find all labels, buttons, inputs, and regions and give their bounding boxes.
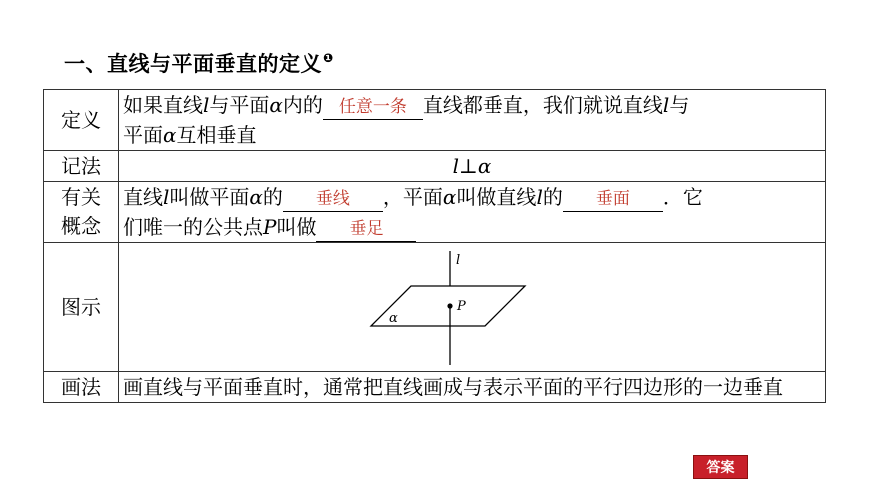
- label-l: l: [456, 253, 461, 268]
- drawing-text: 画直线与平面垂直时，通常把直线画成与表示平面的平行四边形的一边垂直: [119, 372, 826, 403]
- blank-perpendicular-line: 垂线: [283, 187, 383, 212]
- notation-formula: l⊥α: [119, 151, 826, 182]
- answer-button[interactable]: 答案: [693, 455, 748, 479]
- concepts-text: 直线l叫做平面α的 垂线 ，平面α叫做直线l的 垂面 ．它 们唯一的公共点P叫做 垂足: [119, 182, 826, 243]
- header-definition: 定义: [44, 90, 119, 151]
- row-figure: [44, 243, 826, 372]
- header-concepts: 有关 概念: [44, 182, 119, 243]
- blank-any-line: 任意一条: [323, 95, 423, 120]
- definition-text: 如果直线l与平面α内的 任意一条 直线都垂直，我们就说直线l与 平面α互相垂直: [119, 90, 826, 151]
- row-notation: [44, 151, 826, 182]
- row-definition: [44, 90, 826, 151]
- blank-perpendicular-plane: 垂面: [563, 187, 663, 212]
- header-figure: 图示: [44, 243, 119, 372]
- line-plane-diagram: [123, 243, 829, 371]
- section-title: 一、直线与平面垂直的定义$^❶$: [64, 51, 334, 76]
- header-drawing: 画法: [44, 372, 119, 403]
- figure-cell: [119, 243, 826, 372]
- point-p: [447, 303, 452, 308]
- perpendicular-symbol: ⊥: [459, 154, 478, 178]
- row-concepts: [44, 182, 826, 243]
- label-alpha: α: [389, 311, 398, 326]
- row-drawing: [44, 372, 826, 403]
- note-marker: ❶: [323, 51, 334, 65]
- definition-table: [43, 89, 826, 403]
- header-notation: 记法: [44, 151, 119, 182]
- label-p: P: [457, 299, 466, 314]
- blank-foot-of-perpendicular: 垂足: [316, 217, 416, 242]
